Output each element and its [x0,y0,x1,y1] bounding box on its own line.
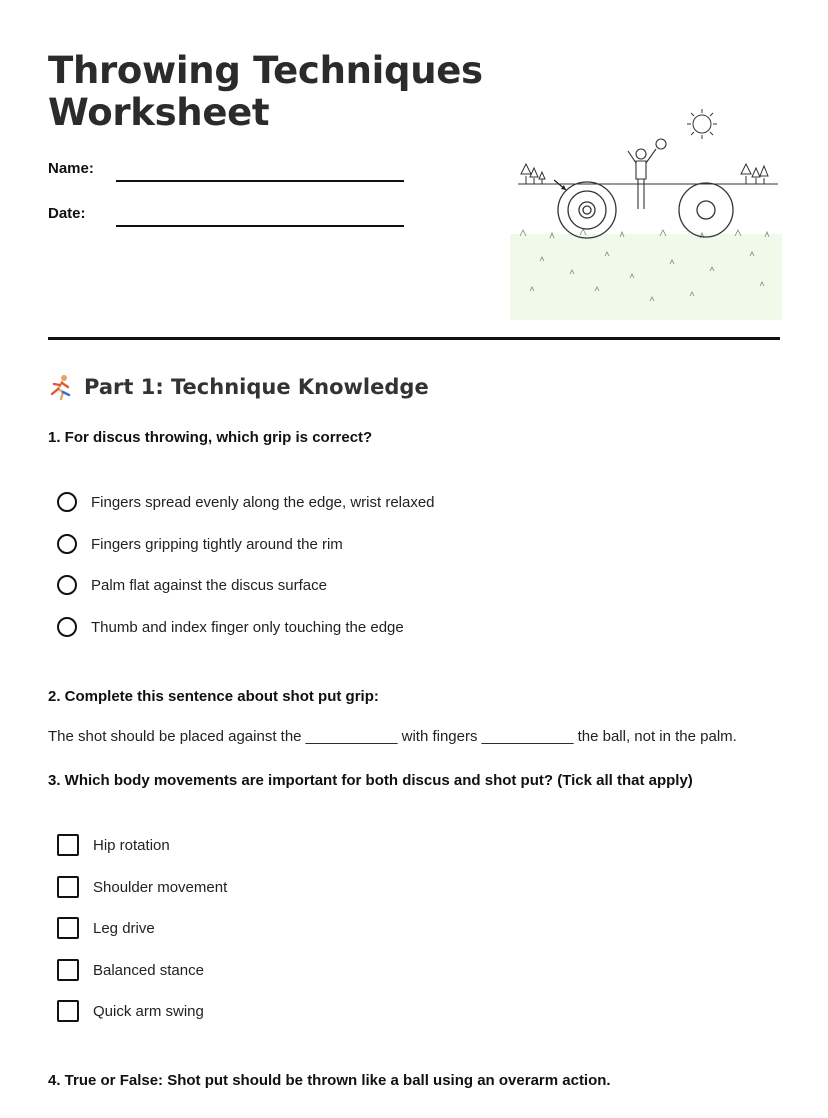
option-label: Fingers spread evenly along the edge, wrist relaxed [91,493,435,511]
radio-button[interactable] [57,492,77,512]
checkbox[interactable] [57,876,79,898]
radio-button[interactable] [57,575,77,595]
option-label: Shoulder movement [93,878,228,896]
discus-field-scene-icon [510,106,782,320]
date-label: Date: [48,205,86,222]
checkbox[interactable] [57,917,79,939]
worksheet-title [48,50,483,134]
q3-option-5[interactable] [57,1000,204,1022]
checkbox[interactable] [57,959,79,981]
radio-button[interactable] [57,617,77,637]
question-1: 1. For discus throwing, which grip is correct? [48,429,373,446]
q1-option-2[interactable] [57,534,343,554]
q1-option-4[interactable] [57,617,404,637]
runner-emoji-icon [48,374,74,400]
q3-option-2[interactable] [57,876,227,898]
name-field[interactable] [116,180,404,182]
checkbox[interactable] [57,834,79,856]
option-label: Thumb and index finger only touching the edge [91,618,404,636]
q3-option-4[interactable] [57,959,204,981]
option-label: Fingers gripping tightly around the rim [91,535,343,553]
q1-option-3[interactable] [57,575,327,595]
question-4: 4. True or False: Shot put should be thrown like a ball using an overarm action. [48,1072,611,1089]
date-field[interactable] [116,225,404,227]
q2-fill-in-sentence[interactable]: The shot should be placed against the ___________ with fingers ___________ the ball, not in the palm. [48,728,737,745]
question-3: 3. Which body movements are important for both discus and shot put? (Tick all that apply) [48,772,693,789]
option-label: Leg drive [93,919,155,937]
option-label: Hip rotation [93,836,170,854]
question-2: 2. Complete this sentence about shot put grip: [48,688,379,705]
name-label: Name: [48,160,94,177]
radio-button[interactable] [57,534,77,554]
part1-heading-text: Part 1: Technique Knowledge [84,375,429,399]
option-label: Palm flat against the discus surface [91,576,327,594]
option-label: Quick arm swing [93,1002,204,1020]
part1-heading [48,374,429,400]
checkbox[interactable] [57,1000,79,1022]
section-divider [48,337,780,340]
q1-option-1[interactable] [57,492,435,512]
q3-option-3[interactable] [57,917,155,939]
title-line-1: Throwing Techniques [48,49,483,92]
q3-option-1[interactable] [57,834,170,856]
title-line-2: Worksheet [48,91,270,134]
option-label: Balanced stance [93,961,204,979]
